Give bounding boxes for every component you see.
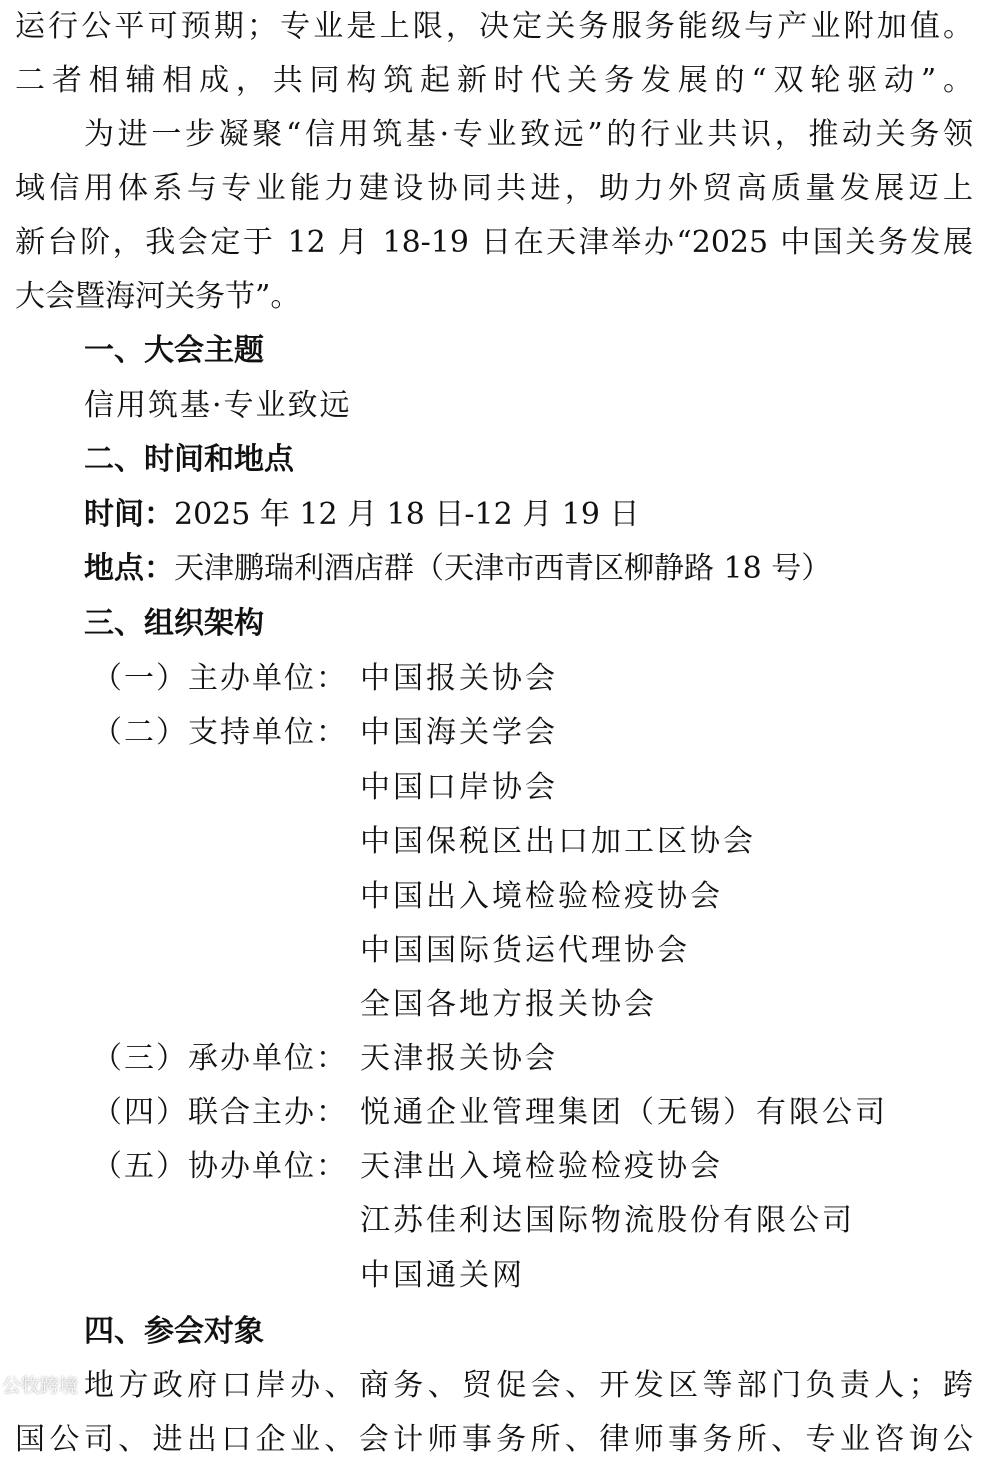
watermark: 公牧跨境 [2, 1375, 79, 1397]
org-label: （二）支持单位： [92, 715, 348, 750]
org-value: 中国海关学会 [360, 715, 558, 750]
section-heading: 一、大会主题 [84, 333, 264, 368]
org-label: （四）联合主办： [92, 1095, 348, 1130]
place-value: 天津鹏瑞利酒店群（天津市西青区柳静路 18 号） [174, 551, 832, 586]
org-value: 天津报关协会 [360, 1041, 558, 1076]
org-value: 全国各地方报关协会 [360, 987, 657, 1022]
paragraph-line: 二者相辅相成，共同构筑起新时代关务发展的“双轮驱动”。 [15, 63, 973, 98]
paragraph-line: 地方政府口岸办、商务、贸促会、开发区等部门负责人；跨 [84, 1368, 973, 1403]
paragraph-line: 为进一步凝聚“信用筑基·专业致远”的行业共识，推动关务领 [84, 117, 973, 152]
conference-theme: 信用筑基·专业致远 [84, 388, 352, 423]
section-heading: 四、参会对象 [84, 1314, 264, 1349]
paragraph-line: 大会暨海河关务节”。 [15, 279, 301, 314]
time-line [84, 488, 639, 542]
paragraph-line: 新台阶，我会定于 12 月 18-19 日在天津举办“2025 中国关务发展 [15, 225, 973, 260]
org-value: 中国通关网 [360, 1258, 525, 1293]
org-value: 中国出入境检验检疫协会 [360, 879, 723, 914]
org-value: 天津出入境检验检疫协会 [360, 1149, 723, 1184]
paragraph-line: 运行公平可预期；专业是上限，决定关务服务能级与产业附加值。 [15, 9, 973, 44]
place-line [84, 542, 831, 596]
section-heading: 二、时间和地点 [84, 442, 294, 477]
section-heading: 三、组织架构 [84, 606, 264, 641]
org-value: 中国国际货运代理协会 [360, 933, 690, 968]
paragraph-line: 域信用体系与专业能力建设协同共进，助力外贸高质量发展迈上 [15, 171, 973, 206]
org-label: （一）主办单位： [92, 661, 348, 696]
time-value: 2025 年 12 月 18 日-12 月 19 日 [174, 497, 640, 532]
org-value: 悦通企业管理集团（无锡）有限公司 [360, 1095, 888, 1130]
org-label: （五）协办单位： [92, 1149, 348, 1184]
org-value: 江苏佳利达国际物流股份有限公司 [360, 1203, 855, 1238]
time-label: 时间： [84, 497, 174, 532]
org-value: 中国报关协会 [360, 661, 558, 696]
paragraph-line: 国公司、进出口企业、会计师事务所、律师事务所、专业咨询公 [15, 1422, 973, 1457]
org-value: 中国口岸协会 [360, 770, 558, 805]
org-label: （三）承办单位： [92, 1041, 348, 1076]
place-label: 地点： [84, 551, 174, 586]
org-value: 中国保税区出口加工区协会 [360, 824, 756, 859]
